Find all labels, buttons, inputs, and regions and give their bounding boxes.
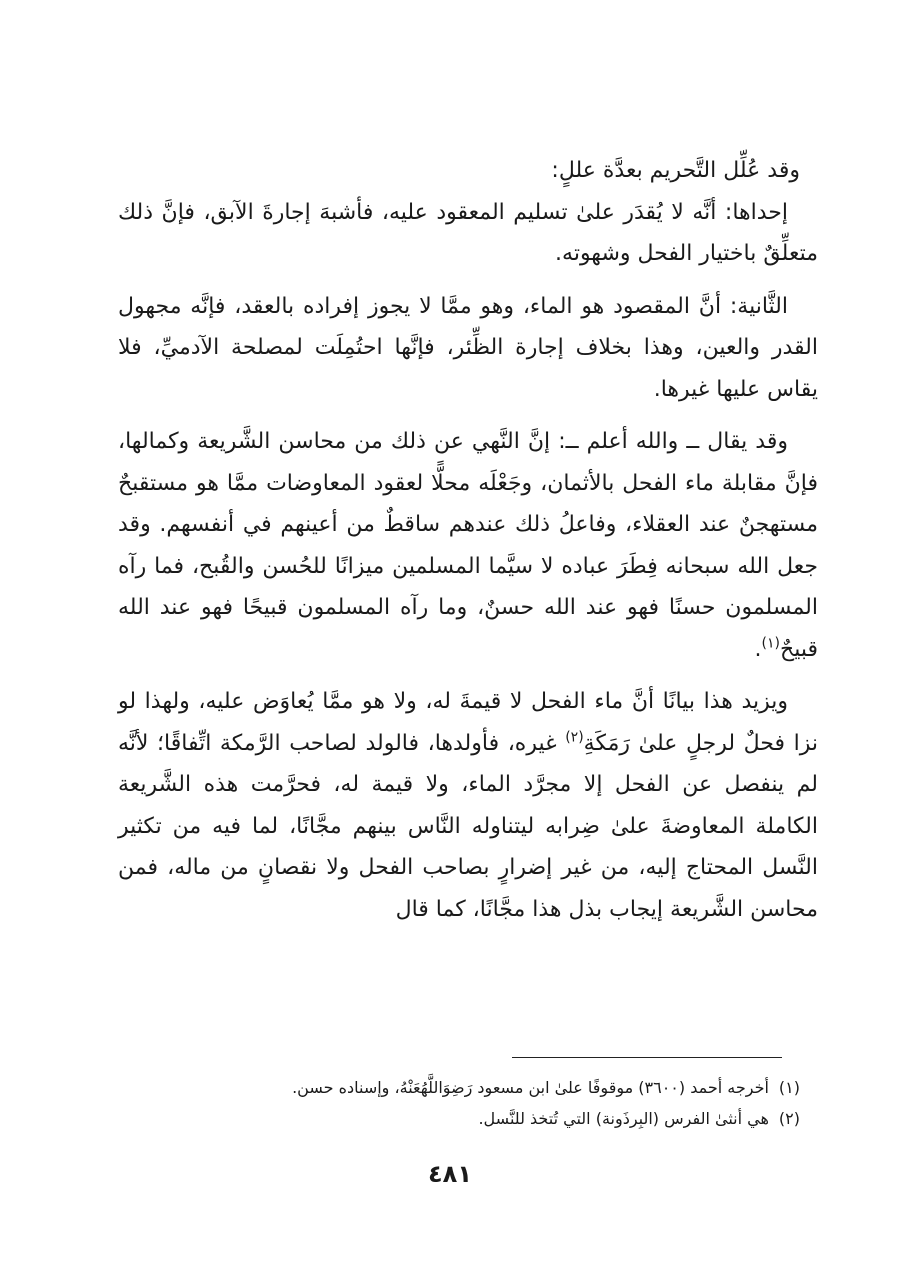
footnote-1: [150, 1072, 800, 1103]
paragraph-stallion-water-text-a: ويزيد هذا بيانًا أنَّ ماء الفحل لا قيمةَ له، ولا هو ممَّا يُعاوَض عليه، ولهذا لو نزا فحلٌ لرجلٍ علىٰ رَمَكَةِ: [118, 689, 818, 756]
footnotes: [150, 1072, 800, 1134]
footnote-number: (١): [778, 1078, 800, 1097]
footnote-divider: [512, 1057, 782, 1058]
paragraph-first-reason: إحداها: أنَّه لا يُقدَر علىٰ تسليم المعقود عليه، فأشبهَ إجارةَ الآبق، فإنَّ ذلك متعلِّقٌ باختيار الفحل وشهوته.: [118, 199, 818, 266]
footnote-ref-2[interactable]: (٢): [565, 729, 584, 746]
paragraph-sharia-merits-text: وقد يقال ــ والله أعلم ــ: إنَّ النَّهي عن ذلك من محاسن الشَّريعة وكمالها، فإنَّ مقابلة ماء الفحل بالأثمان، وجَعْلَه محلًّا لعقود المعاوضات ممَّا هو مستقبحٌ مستهجنٌ عند العقلاء، وفاعلُ ذلك عندهم ساقطٌ من أعينهم في أنفسهم. وقد جعل الله سبحانه فِطَرَ عباده لا سيَّما المسلمين ميزانًا للحُسن والقُبح، فما رآه المسلمون حسنًا فهو عند الله حسنٌ، وما رآه المسلمون قبيحًا فهو عند الله قبيحٌ: [118, 429, 818, 662]
paragraph-stallion-water-text-b: غيره، فأولدها، فالولد لصاحب الرَّمكة اتِّفاقًا؛ لأنَّه لم ينفصل عن الفحل إلا مجرَّد الماء، ولا قيمة له، فحرَّمت هذه الشَّريعة الكاملة المعاوضةَ علىٰ ضِرابه ليتناوله النَّاس بينهم مجَّانًا، لما فيه من تكثير النَّسل المحتاج إليه، من غير إضرارٍ بصاحب الفحل ولا نقصانٍ من ماله، فمن محاسن الشَّريعة إيجاب بذل هذا مجَّانًا، كما قال: [118, 730, 818, 922]
main-text: [118, 150, 818, 930]
paragraph-end-mark: .: [754, 636, 762, 662]
footnote-ref-1[interactable]: (١): [761, 635, 780, 652]
paragraph-stallion-water: [118, 681, 818, 930]
paragraph-sharia-merits: [118, 421, 818, 670]
page-number: ٤٨١: [428, 1160, 472, 1188]
footnote-2: [150, 1103, 800, 1134]
footnote-number: (٢): [778, 1109, 800, 1128]
paragraph-second-reason: الثَّانية: أنَّ المقصود هو الماء، وهو ممَّا لا يجوز إفراده بالعقد، فإنَّه مجهول القدر والعين، وهذا بخلاف إجارة الظِّئر، فإنَّها احتُمِلَت لمصلحة الآدميِّ، فلا يقاس عليها غيرها.: [118, 293, 818, 402]
intro-line: وقد عُلِّل التَّحريم بعدَّة عللٍ:: [551, 158, 800, 183]
footnote-text: هي أنثىٰ الفرس (البِرذَونة) التي تُتخذ للنَّسل.: [478, 1109, 769, 1128]
footnote-text: أخرجه أحمد (٣٦٠٠) موقوفًا علىٰ ابن مسعود رَضِوَاللَّهُعَنْهُ، وإسناده حسن.: [292, 1078, 769, 1097]
